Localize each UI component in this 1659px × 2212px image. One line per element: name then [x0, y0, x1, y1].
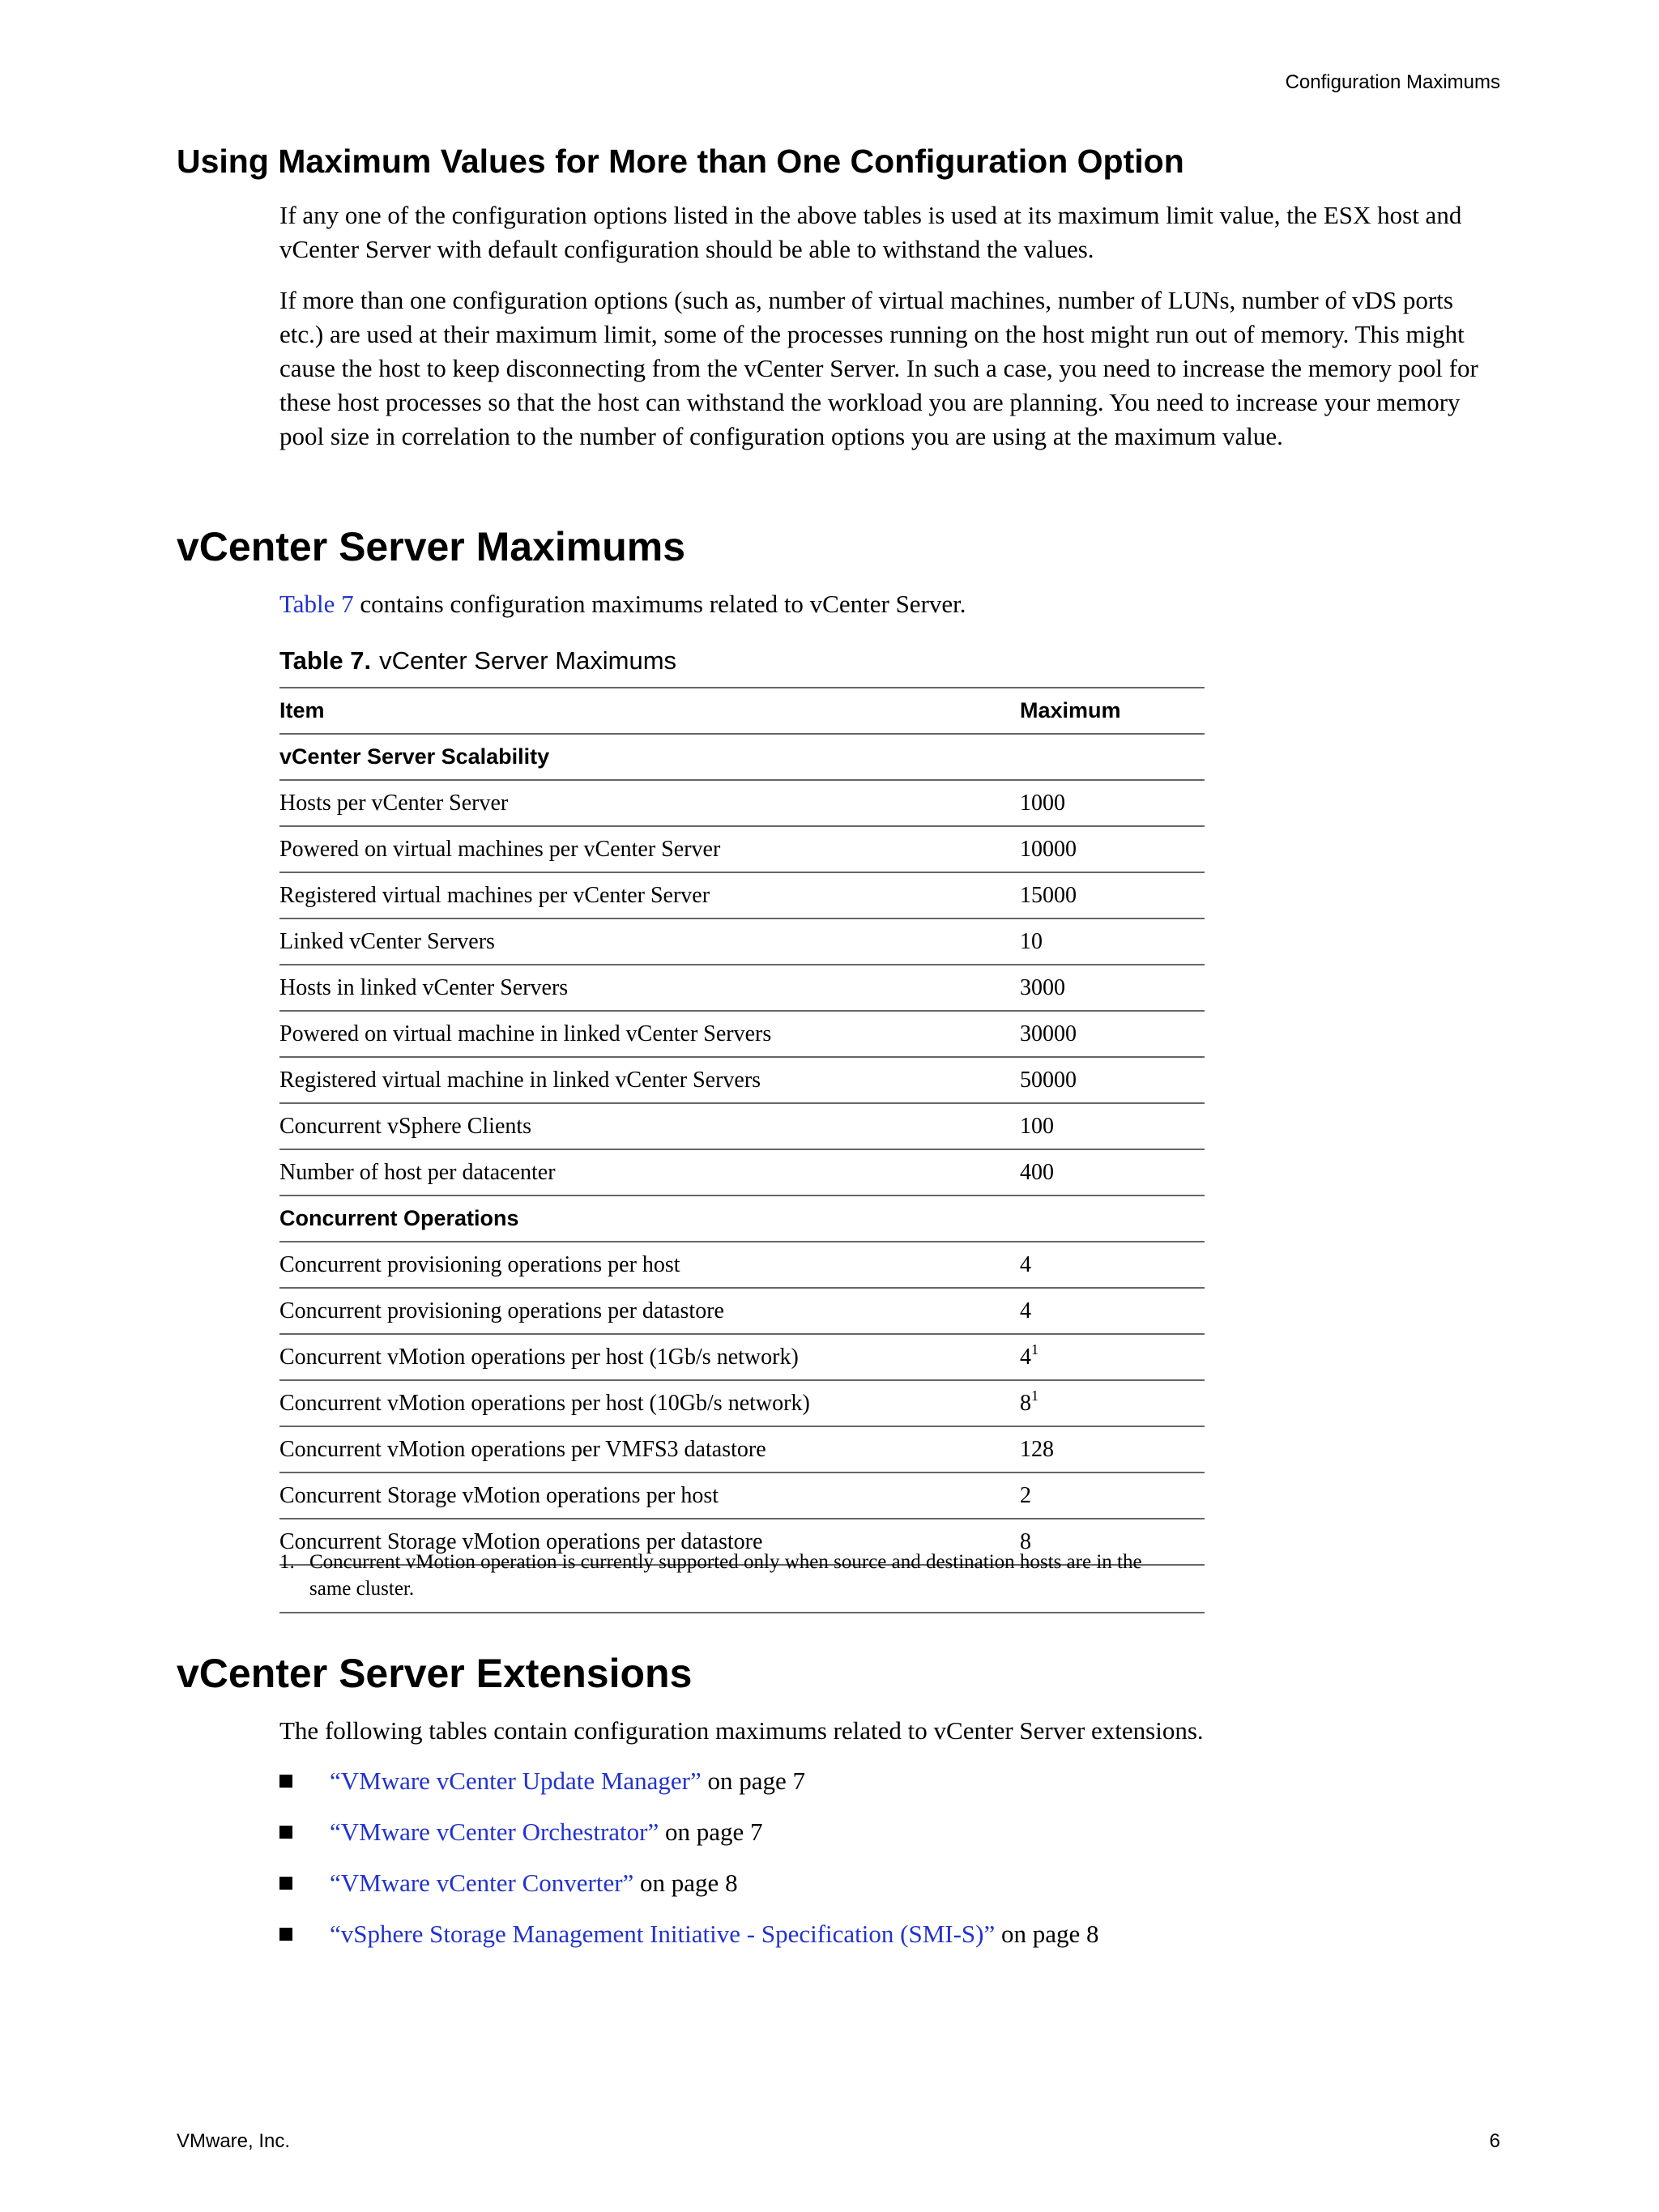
paragraph: If any one of the configuration options listed in the above tables is used at its maximum limit value, the ESX host and vCenter Server with default configuration should be able to withstand the values.	[279, 201, 1462, 263]
paragraph: If more than one configuration options (such as, number of virtual machines, number of LUNs, number of vDS ports etc.) are used at their maximum limit, some of the processes running on the host might run out of memory. This might cause the host to keep disconnecting from the vCenter Server. In such a case, you need to increase the memory pool for these host processes so that the host can withstand the workload you are planning. You need to increase your memory pool size in correlation to the number of configuration options you are using at the maximum value.	[279, 286, 1478, 450]
group-spacer	[1020, 734, 1205, 780]
table-row	[279, 965, 1205, 1011]
footnote-text: Concurrent vMotion operation is currently supported only when source and destination hosts are in the same cluster.	[309, 1551, 1142, 1600]
table-header-row	[279, 688, 1205, 734]
column-header-item: Item	[279, 688, 1020, 734]
row-maximum: 30000	[1020, 1021, 1077, 1046]
column-header-maximum: Maximum	[1020, 688, 1205, 734]
list-item	[279, 1917, 1495, 1968]
table-row	[279, 1242, 1205, 1288]
table-row	[279, 780, 1205, 826]
table-group-row	[279, 1196, 1205, 1242]
row-item: Concurrent Storage vMotion operations per datastore	[279, 1519, 1020, 1565]
running-header: Configuration Maximums	[1285, 71, 1500, 93]
row-maximum: 100	[1020, 1113, 1054, 1139]
row-item: Registered virtual machines per vCenter Server	[279, 872, 1020, 918]
extensions-link-list	[279, 1764, 1495, 1968]
extensions-intro: The following tables contain configuration maximums related to vCenter Server extensions.	[279, 1716, 1204, 1745]
table-row	[279, 826, 1205, 872]
table-row	[279, 918, 1205, 965]
row-item: Powered on virtual machine in linked vCenter Servers	[279, 1011, 1020, 1057]
row-maximum-cell	[1020, 1380, 1205, 1426]
row-maximum-cell	[1020, 1103, 1205, 1149]
vcenter-maximums-table	[279, 687, 1205, 1566]
row-item: Concurrent provisioning operations per host	[279, 1242, 1020, 1288]
row-maximum-cell	[1020, 918, 1205, 965]
square-bullet-icon	[279, 1826, 292, 1839]
list-item	[279, 1764, 1495, 1815]
table-row	[279, 1011, 1205, 1057]
row-maximum-cell	[1020, 1473, 1205, 1519]
table-row	[279, 1380, 1205, 1426]
table-caption-label: Table 7.	[279, 646, 372, 675]
section-heading-vcenter-extensions: vCenter Server Extensions	[177, 1651, 693, 1696]
row-maximum: 4	[1020, 1251, 1031, 1277]
table-row	[279, 1334, 1205, 1380]
row-item: Concurrent vMotion operations per host (1Gb/s network)	[279, 1334, 1020, 1380]
cross-reference-link[interactable]: “VMware vCenter Update Manager”	[330, 1767, 702, 1795]
row-maximum-cell	[1020, 1242, 1205, 1288]
cross-reference-link[interactable]: “vSphere Storage Management Initiative - Specification (SMI-S)”	[330, 1920, 996, 1948]
row-maximum: 10000	[1020, 836, 1077, 862]
table-row	[279, 1288, 1205, 1334]
list-item-text	[330, 1764, 805, 1798]
row-maximum-cell	[1020, 780, 1205, 826]
row-maximum-cell	[1020, 965, 1205, 1011]
cross-reference-link[interactable]: “VMware vCenter Converter”	[330, 1869, 634, 1897]
section-heading-multi-option: Using Maximum Values for More than One Configuration Option	[177, 143, 1184, 180]
list-item-text	[330, 1866, 738, 1900]
square-bullet-icon	[279, 1775, 292, 1788]
list-item-text	[330, 1815, 763, 1849]
cross-reference-link[interactable]: “VMware vCenter Orchestrator”	[330, 1818, 659, 1846]
row-maximum: 8	[1020, 1390, 1031, 1416]
table-intro	[279, 587, 1501, 621]
list-item-text	[330, 1917, 1099, 1951]
page-reference: on page 8	[995, 1920, 1099, 1948]
section-multi-body	[279, 198, 1501, 454]
row-maximum: 8	[1020, 1528, 1031, 1554]
row-item: Concurrent vSphere Clients	[279, 1103, 1020, 1149]
table-caption-title: vCenter Server Maximums	[379, 646, 677, 675]
table-footnote	[279, 1549, 1205, 1613]
table-row	[279, 1473, 1205, 1519]
group-title: vCenter Server Scalability	[279, 734, 1020, 780]
row-item: Linked vCenter Servers	[279, 918, 1020, 965]
row-maximum-cell	[1020, 1288, 1205, 1334]
page-reference: on page 8	[633, 1869, 738, 1897]
table-row	[279, 1426, 1205, 1473]
row-item: Hosts per vCenter Server	[279, 780, 1020, 826]
row-maximum: 10	[1020, 928, 1043, 954]
page-reference: on page 7	[659, 1818, 763, 1846]
list-item	[279, 1866, 1495, 1917]
row-maximum-cell	[1020, 826, 1205, 872]
list-item	[279, 1815, 1495, 1866]
footnote-number: 1.	[279, 1551, 295, 1573]
table-7-link[interactable]: Table 7	[279, 590, 354, 618]
footnote-marker: 1	[1031, 1340, 1038, 1357]
row-item: Concurrent provisioning operations per datastore	[279, 1288, 1020, 1334]
group-spacer	[1020, 1196, 1205, 1242]
row-item: Hosts in linked vCenter Servers	[279, 965, 1020, 1011]
row-maximum-cell	[1020, 1057, 1205, 1103]
table-caption	[279, 646, 676, 676]
row-item: Concurrent vMotion operations per VMFS3 datastore	[279, 1426, 1020, 1473]
table-intro-text: contains configuration maximums related to vCenter Server.	[353, 590, 966, 618]
row-maximum-cell	[1020, 1011, 1205, 1057]
page-reference: on page 7	[701, 1767, 806, 1795]
table-group-row	[279, 734, 1205, 780]
row-item: Registered virtual machine in linked vCenter Servers	[279, 1057, 1020, 1103]
row-maximum: 50000	[1020, 1067, 1077, 1093]
row-maximum-cell	[1020, 1426, 1205, 1473]
footnote-marker: 1	[1031, 1387, 1038, 1404]
row-item: Concurrent Storage vMotion operations per host	[279, 1473, 1020, 1519]
group-title: Concurrent Operations	[279, 1196, 1020, 1242]
footer-company: VMware, Inc.	[177, 2130, 291, 2152]
square-bullet-icon	[279, 1877, 292, 1890]
row-maximum: 4	[1020, 1344, 1031, 1370]
section-heading-vcenter-maximums: vCenter Server Maximums	[177, 524, 686, 569]
row-maximum-cell	[1020, 1149, 1205, 1196]
page-number: 6	[1489, 2130, 1500, 2152]
row-maximum-cell	[1020, 872, 1205, 918]
row-maximum: 128	[1020, 1436, 1054, 1462]
table-row	[279, 1103, 1205, 1149]
row-item: Powered on virtual machines per vCenter Server	[279, 826, 1020, 872]
row-maximum: 15000	[1020, 882, 1077, 908]
row-maximum: 400	[1020, 1159, 1054, 1185]
square-bullet-icon	[279, 1928, 292, 1941]
table-row	[279, 1057, 1205, 1103]
row-maximum: 3000	[1020, 974, 1065, 1000]
row-maximum: 1000	[1020, 790, 1065, 816]
table-row	[279, 872, 1205, 918]
table-row	[279, 1149, 1205, 1196]
row-maximum-cell	[1020, 1334, 1205, 1380]
row-item: Number of host per datacenter	[279, 1149, 1020, 1196]
row-maximum: 4	[1020, 1298, 1031, 1323]
row-item: Concurrent vMotion operations per host (10Gb/s network)	[279, 1380, 1020, 1426]
row-maximum: 2	[1020, 1482, 1031, 1508]
